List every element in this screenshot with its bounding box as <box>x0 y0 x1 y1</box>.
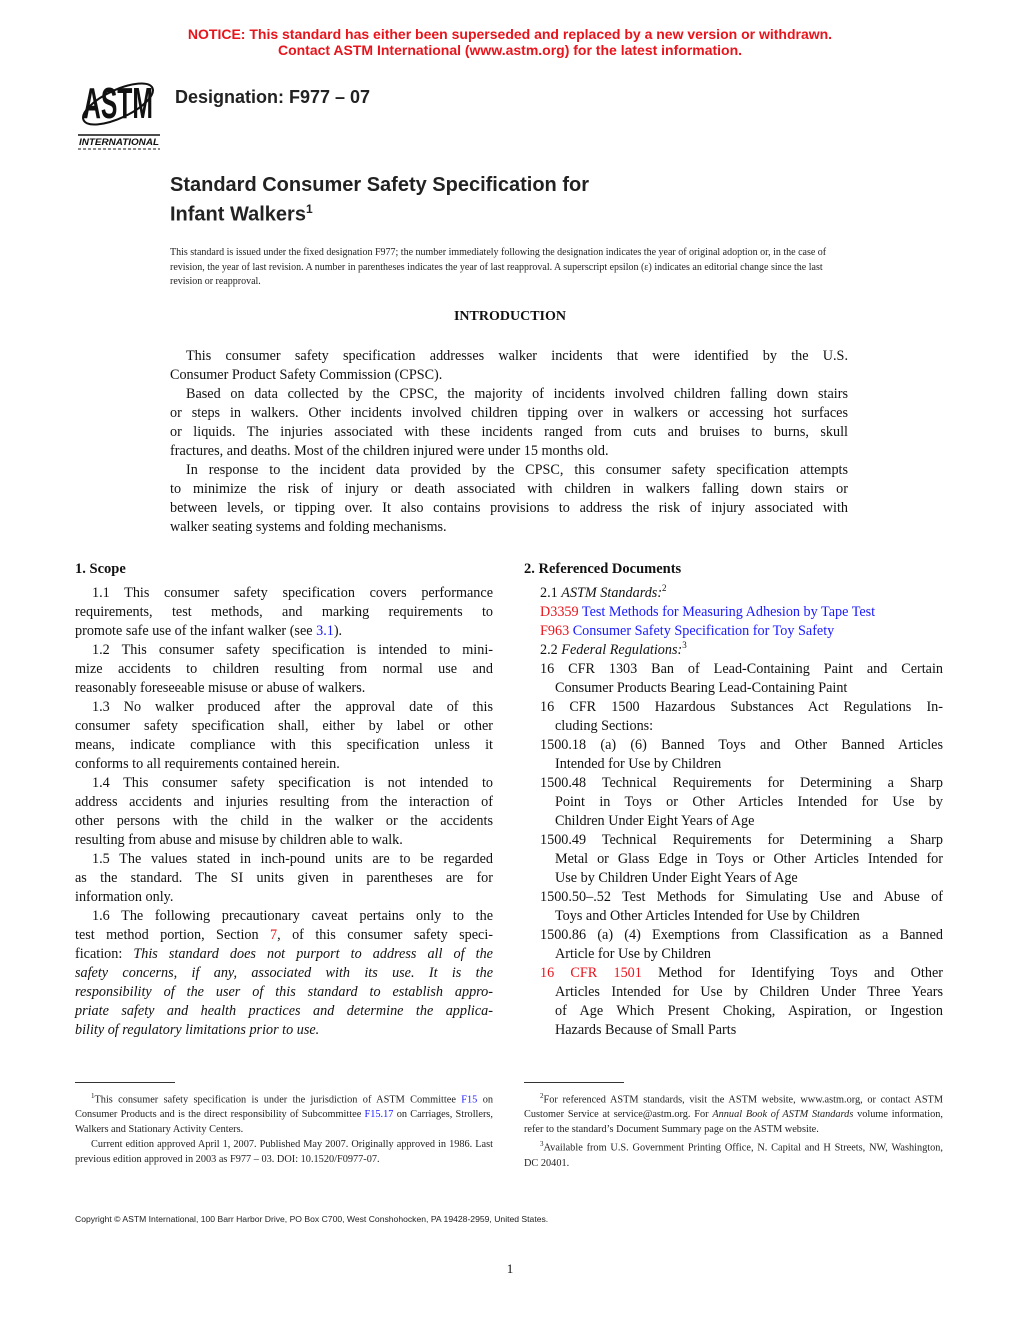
text-segment: mize accidents to children resulting from normal use and <box>75 661 493 677</box>
reference-entry <box>524 926 943 964</box>
reference-entry <box>524 736 943 774</box>
text-segment: Federal Regulations: <box>561 642 683 658</box>
text-line <box>170 404 848 423</box>
footnote-3-text: Available from U.S. Government Printing Office, N. Capital and H Streets, NW, Washington, DC 20401. <box>524 1142 943 1169</box>
reference-entry <box>524 622 943 641</box>
reference-entry <box>524 660 943 698</box>
page-number: 1 <box>506 1261 514 1276</box>
footnote-1-text-a: This consumer safety specification is under the jurisdiction of ASTM Committee <box>94 1094 462 1106</box>
reference-link[interactable]: F963 <box>540 623 570 639</box>
designation: Designation: F977 – 07 <box>175 87 371 107</box>
text-line <box>170 347 848 366</box>
introduction-heading: INTRODUCTION <box>453 309 566 324</box>
text-segment: bility of regulatory limitations prior to use. <box>75 1022 320 1038</box>
reference-entry <box>524 888 943 926</box>
text-line <box>170 442 848 461</box>
text-segment: priate safety and health practices and determine the applica- <box>75 1003 493 1019</box>
text-segment: Articles Intended for Use by Children Under Three Years <box>555 984 943 1000</box>
text-line <box>75 793 493 812</box>
text-line <box>524 850 943 869</box>
text-line <box>75 736 493 755</box>
text-line <box>524 755 943 774</box>
copyright: Copyright © ASTM International, 100 Barr Harbor Drive, PO Box C700, West Conshohocken, PA 19428-2959, United States. <box>75 1214 549 1224</box>
reference-link[interactable]: Consumer Safety Specification for Toy Safety <box>569 623 835 639</box>
text-line <box>75 584 493 603</box>
footnote-2-text-a: For referenced ASTM standards, visit the ASTM website, www.astm.org, or contact ASTM Customer Service at service@astm.org. For <box>524 1094 943 1121</box>
scope-heading: 1. Scope <box>75 561 126 577</box>
footnote-2-text-b: volume information, refer to the standard’s Document Summary page on the ASTM website. <box>524 1109 943 1136</box>
text-line <box>75 717 493 736</box>
footnote-3-number: 3 <box>540 1140 544 1149</box>
footnotes-left <box>75 1082 493 1167</box>
text-line <box>524 736 943 755</box>
referenced-documents-body <box>524 584 943 1040</box>
paragraph <box>75 850 493 907</box>
reference-link[interactable]: Test Methods for Measuring Adhesion by Tape Test <box>578 604 876 620</box>
paragraph <box>75 698 493 774</box>
text-segment: between levels, or tipping over. It also contains provisions to address the risk of injury associated with <box>170 500 848 516</box>
text-segment: 1.3 No walker produced after the approval date of this <box>92 699 493 715</box>
text-line <box>524 660 943 679</box>
text-line <box>75 622 493 641</box>
paragraph <box>75 641 493 698</box>
text-line <box>75 641 493 660</box>
footnote-1 <box>75 1089 493 1137</box>
paragraph <box>75 907 493 1040</box>
footnote-ref: 3 <box>682 640 687 650</box>
title-line-1: Standard Consumer Safety Specification for <box>170 174 589 196</box>
text-segment: walker seating systems and folding mechanisms. <box>170 519 447 535</box>
document-title <box>170 173 589 227</box>
text-line <box>170 366 848 385</box>
text-segment: safety concerns, if any, associated with its use. It is the <box>75 965 493 981</box>
text-segment: 1500.86 (a) (4) Exemptions from Classification as a Banned <box>540 927 943 943</box>
text-segment: promote safe use of the infant walker (see <box>75 623 317 639</box>
designation-fine-print: This standard is issued under the fixed designation F977; the number immediately following the designation indicates the year of original adoption or, in the case of revision, the year of last revision. A number in parentheses indicates the year of last reapproval. A superscript epsilon (ε) indicates an editorial change since the last revision or reapproval. <box>170 247 827 287</box>
text-segment: 1.1 This consumer safety specification covers performance <box>92 585 493 601</box>
text-line <box>524 831 943 850</box>
text-segment: as the standard. The SI units given in parentheses are for <box>75 870 493 886</box>
text-line <box>524 945 943 964</box>
text-segment: address accidents and injuries resulting from the interaction of <box>75 794 493 810</box>
text-line <box>75 698 493 717</box>
text-line <box>524 641 943 660</box>
text-segment: other persons with the child in the walker or the accidents <box>75 813 493 829</box>
reference-link[interactable]: 16 CFR 1501 <box>540 965 642 981</box>
text-line <box>524 679 943 698</box>
footnote-divider <box>75 1082 175 1083</box>
text-segment: Consumer Product Safety Commission (CPSC). <box>170 367 443 383</box>
footnote-1-number: 1 <box>91 1092 95 1100</box>
text-line <box>170 518 848 537</box>
text-line <box>75 1002 493 1021</box>
text-segment: 16 CFR 1303 Ban of Lead-Containing Paint and Certain <box>540 661 943 677</box>
text-segment: This standard does not purport to address all of the <box>133 946 493 962</box>
text-segment: fractures, and deaths. Most of the children injured were under 15 months old. <box>170 443 609 459</box>
text-segment: fication: <box>75 946 134 962</box>
text-line <box>170 423 848 442</box>
text-segment: consumer safety specification shall, either by label or other <box>75 718 493 734</box>
text-line <box>524 888 943 907</box>
text-line <box>170 480 848 499</box>
footnote-1-text-b: on Consumer Products and is the direct responsibility of Subcommittee <box>75 1094 493 1121</box>
text-line <box>524 964 943 983</box>
text-line <box>524 869 943 888</box>
text-segment: 2.1 <box>540 585 562 601</box>
text-line <box>524 983 943 1002</box>
text-line <box>75 983 493 1002</box>
paragraph <box>524 584 943 603</box>
text-line <box>524 774 943 793</box>
title-line-2-text: Infant Walkers <box>170 203 306 226</box>
text-line <box>524 926 943 945</box>
footnote-2-number: 2 <box>540 1092 544 1100</box>
text-line <box>75 907 493 926</box>
text-segment: 1500.48 Technical Requirements for Determining a Sharp <box>540 775 943 791</box>
text-line <box>75 945 493 964</box>
reference-entry <box>524 603 943 622</box>
text-line <box>524 584 943 603</box>
reference-entry <box>524 831 943 888</box>
footnote-3 <box>524 1137 943 1170</box>
text-line <box>75 660 493 679</box>
text-segment: 1500.18 (a) (6) Banned Toys and Other Banned Articles <box>540 737 943 753</box>
text-segment: In response to the incident data provided by the CPSC, this consumer safety specification attempts <box>186 462 848 478</box>
text-line <box>524 603 943 622</box>
text-segment: 1500.50–.52 Test Methods for Simulating Use and Abuse of <box>540 889 943 905</box>
text-line <box>524 698 943 717</box>
text-line <box>75 888 493 907</box>
text-line <box>524 717 943 736</box>
astm-logo-icon <box>76 70 162 150</box>
footnote-2-italic: Annual Book of ASTM Standards <box>712 1109 854 1121</box>
text-line <box>170 385 848 404</box>
text-segment: or steps in walkers. Other incidents involved children tipping over in walkers or accessing hot surfaces <box>170 405 848 421</box>
paragraph <box>524 641 943 660</box>
text-segment: cluding Sections: <box>555 718 654 734</box>
text-line <box>75 831 493 850</box>
text-segment: Use by Children Under Eight Years of Age <box>555 870 798 886</box>
text-segment: 1.4 This consumer safety specification is not intended to <box>92 775 493 791</box>
paragraph <box>75 584 493 641</box>
text-line <box>524 793 943 812</box>
text-segment: Toys and Other Articles Intended for Use by Children <box>555 908 860 924</box>
title-footnote-ref: 1 <box>305 202 313 216</box>
text-line <box>75 679 493 698</box>
scope-body <box>75 584 493 1040</box>
referenced-documents-heading: 2. Referenced Documents <box>524 561 682 577</box>
footnote-ref: 2 <box>662 583 667 593</box>
footnote-1-text-c: on Carriages, Strollers, Walkers and Stationary Activity Centers. <box>75 1109 493 1136</box>
footnote-2 <box>524 1089 943 1137</box>
reference-entry <box>524 774 943 831</box>
title-line-2 <box>170 197 589 227</box>
text-segment: Point in Toys or Other Articles Intended for Use by <box>555 794 943 810</box>
text-segment: Metal or Glass Edge in Toys or Other Articles Intended for <box>555 851 943 867</box>
referenced-documents-section <box>524 560 943 1040</box>
text-line <box>75 869 493 888</box>
text-line <box>75 774 493 793</box>
paragraph <box>170 385 848 461</box>
reference-link[interactable]: D3359 <box>540 604 579 620</box>
text-segment: 1500.49 Technical Requirements for Determining a Sharp <box>540 832 943 848</box>
reference-entry <box>524 964 943 1040</box>
text-line <box>170 461 848 480</box>
text-line <box>75 850 493 869</box>
footnote-divider <box>524 1082 624 1083</box>
text-segment: Consumer Products Bearing Lead-Containing Paint <box>555 680 848 696</box>
paragraph <box>170 461 848 537</box>
reference-entry <box>524 698 943 736</box>
reference-link[interactable]: 3.1 <box>316 623 334 639</box>
text-segment: Article for Use by Children <box>555 946 712 962</box>
text-line <box>524 1002 943 1021</box>
text-segment: Based on data collected by the CPSC, the majority of incidents involved children falling down stairs <box>186 386 848 402</box>
text-segment: requirements, test methods, and marking requirements to <box>75 604 493 620</box>
text-segment: ASTM Standards: <box>561 585 663 601</box>
text-line <box>170 499 848 518</box>
text-segment: Children Under Eight Years of Age <box>555 813 755 829</box>
text-segment: Intended for Use by Children <box>555 756 722 772</box>
text-segment: conforms to all requirements contained herein. <box>75 756 340 772</box>
subcommittee-f15-17-link[interactable]: F15.17 <box>364 1109 394 1121</box>
text-segment: 1.2 This consumer safety specification is intended to mini- <box>92 642 493 658</box>
text-line <box>524 1021 943 1040</box>
paragraph <box>170 347 848 385</box>
notice-line-2: Contact ASTM International (www.astm.org) for the latest information. <box>277 42 743 58</box>
text-segment: of Age Which Present Choking, Aspiration, or Ingestion <box>555 1003 943 1019</box>
footnote-1-edition: Current edition approved April 1, 2007. Published May 2007. Originally approved in 1986. Last previous edition approved in 2003 as F977 – 03. DOI: 10.1520/F0977-07. <box>75 1139 493 1166</box>
text-segment: or liquids. The injuries associated with these incidents ranged from cuts and bruises to burns, skull <box>170 424 848 440</box>
text-line <box>75 603 493 622</box>
notice-line-1: NOTICE: This standard has either been superseded and replaced by a new version or withdrawn. <box>187 26 833 42</box>
text-segment: This consumer safety specification addresses walker incidents that were identified by the U.S. <box>186 348 848 364</box>
text-segment: Method for Identifying Toys and Other <box>641 965 943 981</box>
footnotes-right <box>524 1082 943 1171</box>
text-line <box>75 755 493 774</box>
introduction-body <box>170 347 848 537</box>
scope-section <box>75 560 493 1040</box>
text-segment: test method portion, Section <box>75 927 271 943</box>
paragraph <box>75 774 493 850</box>
text-segment: ). <box>333 623 343 639</box>
text-segment: information only. <box>75 889 174 905</box>
text-line <box>524 812 943 831</box>
text-segment: reasonably foreseeable misuse or abuse of walkers. <box>75 680 366 696</box>
text-segment: means, indicate compliance with this specification unless it <box>75 737 493 753</box>
text-line <box>75 926 493 945</box>
text-segment: resulting from abuse and misuse by children able to walk. <box>75 832 403 848</box>
svg-text:ASTM: ASTM <box>83 79 153 128</box>
text-line <box>75 812 493 831</box>
supersession-notice <box>0 26 1020 58</box>
text-line <box>524 907 943 926</box>
svg-text:INTERNATIONAL: INTERNATIONAL <box>79 137 159 147</box>
text-line <box>75 964 493 983</box>
text-segment: Hazards Because of Small Parts <box>555 1022 737 1038</box>
text-segment: 2.2 <box>540 642 562 658</box>
text-line <box>75 1021 493 1040</box>
text-segment: to minimize the risk of injury or death associated with children in walkers falling down stairs or <box>170 481 848 497</box>
text-segment: , of this consumer safety speci- <box>277 927 493 943</box>
text-segment: 16 CFR 1500 Hazardous Substances Act Regulations In- <box>540 699 943 715</box>
text-segment: 1.6 The following precautionary caveat pertains only to the <box>92 908 493 924</box>
text-segment: responsibility of the user of this standard to establish appro- <box>75 984 493 1000</box>
committee-f15-link[interactable]: F15 <box>461 1094 478 1106</box>
reference-link[interactable]: 7 <box>270 927 278 943</box>
text-line <box>524 622 943 641</box>
text-segment: 1.5 The values stated in inch-pound units are to be regarded <box>92 851 493 867</box>
